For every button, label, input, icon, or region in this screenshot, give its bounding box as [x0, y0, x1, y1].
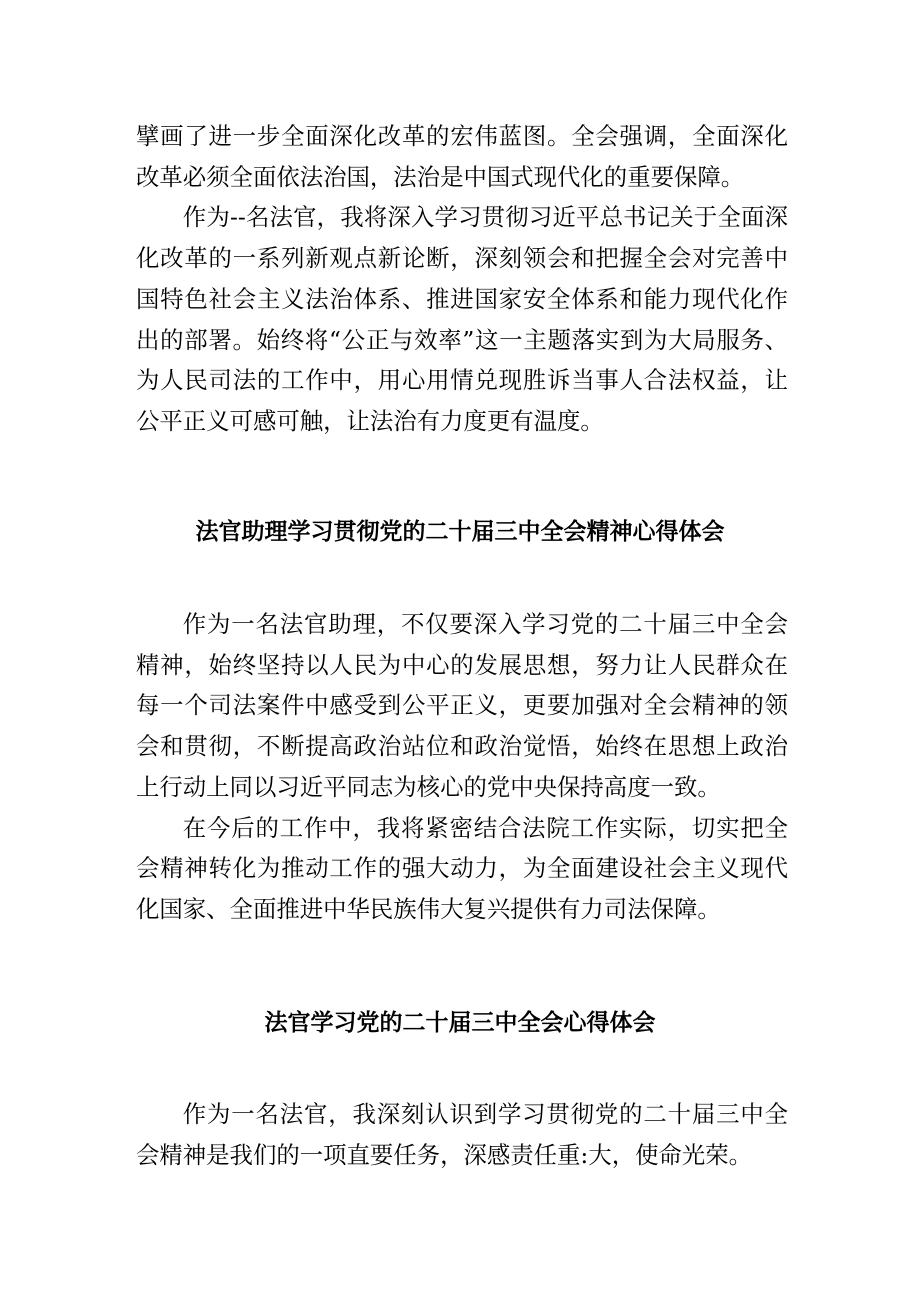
section-3-title: 法官学习党的二十届三中全会心得体会 — [264, 1010, 656, 1036]
section-2-title: 法官助理学习贯彻党的二十届三中全会精神心得体会 — [195, 519, 725, 545]
section-1-body — [136, 116, 788, 442]
section-2-paragraph-1: 作为一名法官助理，不仅要深入学习党的二十届三中全会精神，始终坚持以人民为中心的发展思想，努力让人民群众在每一个司法案件中感受到公平正义，更要加强对全会精神的领会和贯彻，不断提高政治站位和政治觉悟，始终在思想上政治上行动上同以习近平同志为核心的党中央保持高度一致。 — [136, 610, 788, 801]
section-3-paragraph-1: 作为一名法官，我深刻认识到学习贯彻党的二十届三中全会精神是我们的一项直要任务，深感责任重:大，使命光荣。 — [136, 1100, 788, 1169]
section-2-body — [136, 604, 788, 930]
section-3-body — [136, 1094, 788, 1175]
section-1-paragraph-1: 擘画了进一步全面深化改革的宏伟蓝图。全会强调，全面深化改革必须全面依法治国，法治是中国式现代化的重要保障。 — [136, 122, 788, 191]
section-2-paragraph-2: 在今后的工作中，我将紧密结合法院工作实际，切实把全会精神转化为推动工作的强大动力，为全面建设社会主义现代化国家、全面推进中华民族伟大复兴提供有力司法保障。 — [136, 813, 788, 923]
section-1-paragraph-2: 作为--名法官，我将深入学习贯彻习近平总书记关于全面深化改革的一系列新观点新论断，深刻领会和把握全会对完善中国特色社会主义法治体系、推进国家安全体系和能力现代化作出的部署。始终将“公正与效率”这一主题落实到为大局服务、为人民司法的工作中，用心用情兑现胜诉当事人合法权益，让公平正义可感可触，让法治有力度更有温度。 — [136, 203, 788, 435]
